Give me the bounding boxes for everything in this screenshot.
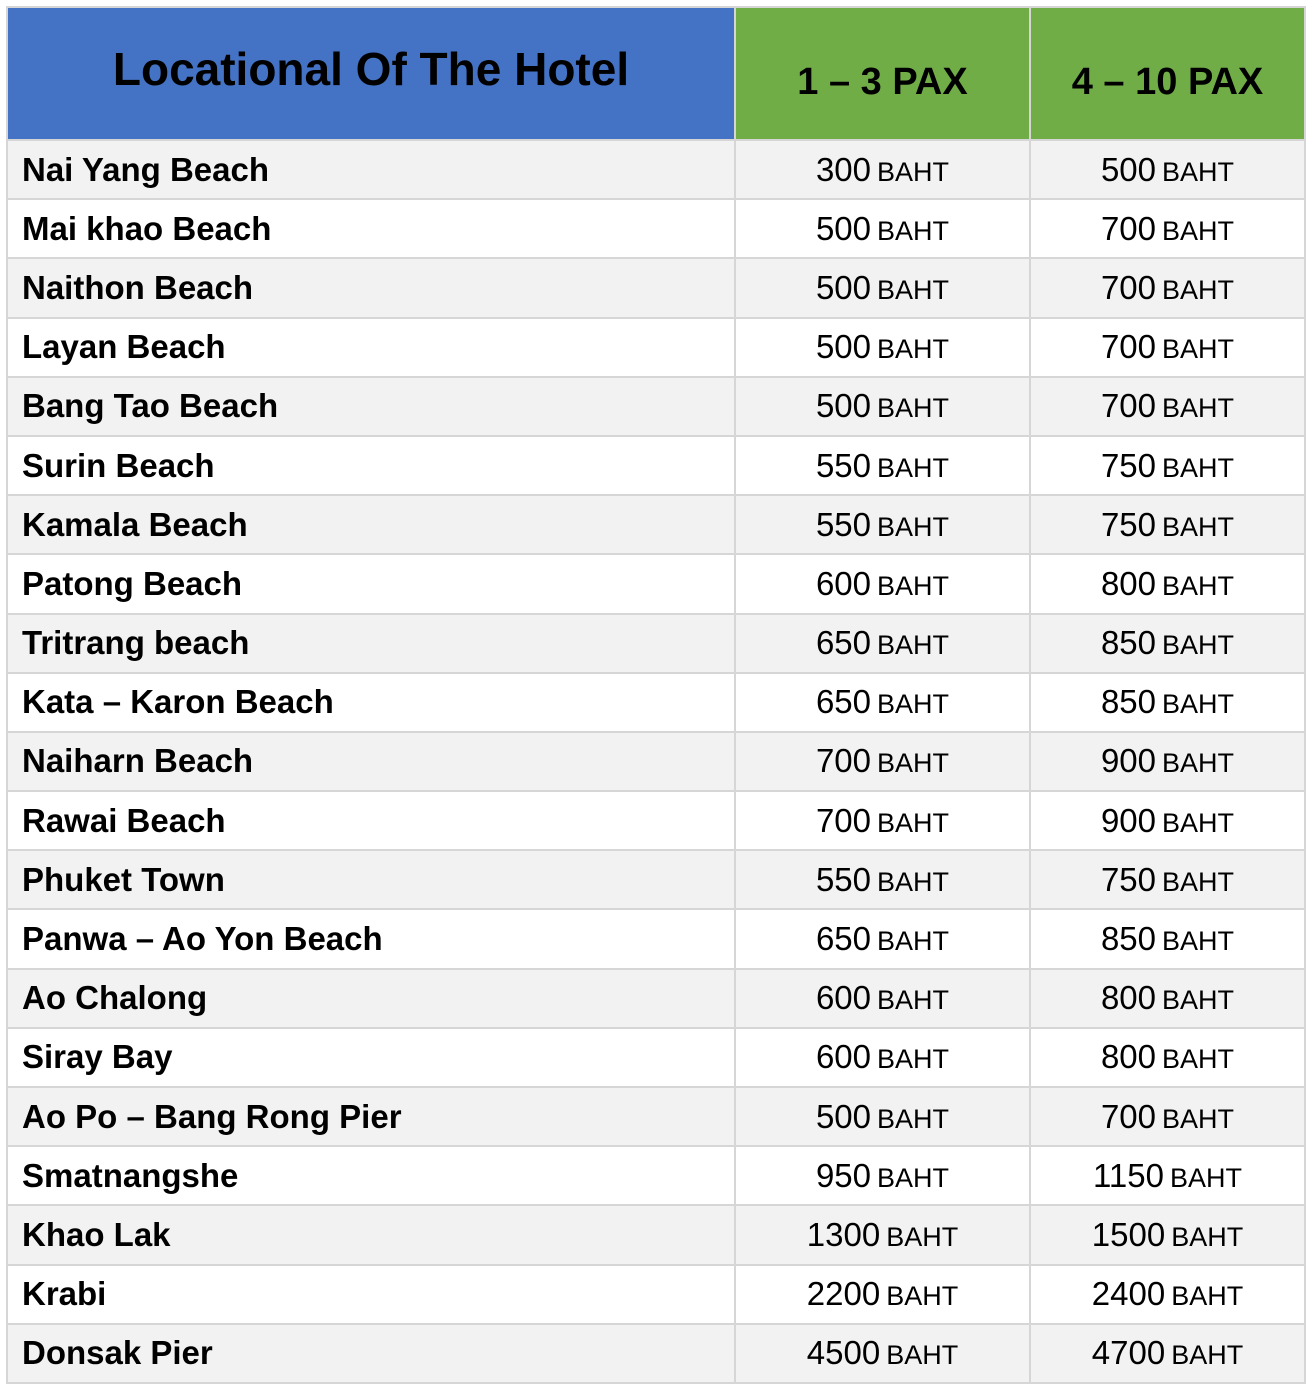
location-cell: Smatnangshe: [7, 1146, 735, 1205]
currency-label: BAHT: [877, 274, 950, 305]
currency-label: BAHT: [1162, 274, 1235, 305]
price-4-10-pax-cell: [1030, 732, 1305, 791]
table-row: [7, 791, 1305, 850]
currency-label: BAHT: [1162, 866, 1235, 897]
price-amount: 650: [815, 683, 872, 721]
location-cell: Krabi: [7, 1265, 735, 1324]
location-cell: Layan Beach: [7, 318, 735, 377]
price-1-3-pax-cell: [735, 1087, 1030, 1146]
currency-label: BAHT: [877, 866, 950, 897]
location-cell: Siray Bay: [7, 1028, 735, 1087]
currency-label: BAHT: [877, 985, 950, 1016]
table-row: [7, 1146, 1305, 1205]
table-row: [7, 969, 1305, 1028]
price-amount: 300: [815, 150, 872, 188]
price-4-10-pax-cell: [1030, 1146, 1305, 1205]
currency-label: BAHT: [877, 452, 950, 483]
currency-label: BAHT: [877, 926, 950, 957]
price-amount: 550: [815, 505, 872, 543]
currency-label: BAHT: [1162, 393, 1235, 424]
price-1-3-pax-cell: [735, 1265, 1030, 1324]
price-1-3-pax-cell: [735, 436, 1030, 495]
location-cell: Naithon Beach: [7, 258, 735, 317]
table-row: [7, 554, 1305, 613]
price-4-10-pax-cell: [1030, 436, 1305, 495]
price-1-3-pax-cell: [735, 850, 1030, 909]
header-row: [7, 7, 1305, 140]
table-row: [7, 199, 1305, 258]
location-cell: Kamala Beach: [7, 495, 735, 554]
price-1-3-pax-cell: [735, 1146, 1030, 1205]
table-row: [7, 318, 1305, 377]
price-amount: 800: [1100, 1038, 1157, 1076]
currency-label: BAHT: [1171, 1221, 1244, 1252]
price-4-10-pax-cell: [1030, 850, 1305, 909]
price-1-3-pax-cell: [735, 791, 1030, 850]
currency-label: BAHT: [877, 215, 950, 246]
currency-label: BAHT: [1162, 570, 1235, 601]
currency-label: BAHT: [886, 1221, 959, 1252]
price-amount: 700: [1100, 209, 1157, 247]
price-1-3-pax-cell: [735, 377, 1030, 436]
price-amount: 700: [815, 742, 872, 780]
currency-label: BAHT: [1162, 1103, 1235, 1134]
price-table: [6, 6, 1306, 1384]
price-amount: 4700: [1091, 1334, 1166, 1372]
price-amount: 700: [1100, 268, 1157, 306]
location-cell: Bang Tao Beach: [7, 377, 735, 436]
table-row: [7, 673, 1305, 732]
price-4-10-pax-cell: [1030, 199, 1305, 258]
price-4-10-pax-cell: [1030, 673, 1305, 732]
pax-4-10-column-header: 4 – 10 PAX: [1030, 7, 1305, 140]
table-row: [7, 614, 1305, 673]
currency-label: BAHT: [1162, 156, 1235, 187]
currency-label: BAHT: [877, 748, 950, 779]
price-4-10-pax-cell: [1030, 318, 1305, 377]
price-1-3-pax-cell: [735, 318, 1030, 377]
location-cell: Surin Beach: [7, 436, 735, 495]
table-row: [7, 1324, 1305, 1383]
price-4-10-pax-cell: [1030, 1028, 1305, 1087]
currency-label: BAHT: [877, 511, 950, 542]
location-cell: Panwa – Ao Yon Beach: [7, 909, 735, 968]
price-amount: 500: [815, 268, 872, 306]
currency-label: BAHT: [877, 393, 950, 424]
price-amount: 1300: [806, 1215, 881, 1253]
price-amount: 650: [815, 624, 872, 662]
currency-label: BAHT: [1162, 334, 1235, 365]
pax-1-3-column-header: 1 – 3 PAX: [735, 7, 1030, 140]
location-cell: Donsak Pier: [7, 1324, 735, 1383]
currency-label: BAHT: [877, 1162, 950, 1193]
price-amount: 850: [1100, 683, 1157, 721]
currency-label: BAHT: [1162, 511, 1235, 542]
price-amount: 850: [1100, 624, 1157, 662]
location-cell: Nai Yang Beach: [7, 140, 735, 199]
location-cell: Phuket Town: [7, 850, 735, 909]
price-4-10-pax-cell: [1030, 969, 1305, 1028]
currency-label: BAHT: [877, 156, 950, 187]
price-4-10-pax-cell: [1030, 614, 1305, 673]
price-1-3-pax-cell: [735, 554, 1030, 613]
price-amount: 950: [815, 1156, 872, 1194]
price-amount: 600: [815, 979, 872, 1017]
price-amount: 600: [815, 564, 872, 602]
price-4-10-pax-cell: [1030, 554, 1305, 613]
currency-label: BAHT: [877, 334, 950, 365]
currency-label: BAHT: [1162, 689, 1235, 720]
location-cell: Ao Po – Bang Rong Pier: [7, 1087, 735, 1146]
currency-label: BAHT: [1171, 1340, 1244, 1371]
price-amount: 600: [815, 1038, 872, 1076]
currency-label: BAHT: [877, 1044, 950, 1075]
price-1-3-pax-cell: [735, 258, 1030, 317]
currency-label: BAHT: [877, 630, 950, 661]
price-4-10-pax-cell: [1030, 1087, 1305, 1146]
table-row: [7, 850, 1305, 909]
location-cell: Patong Beach: [7, 554, 735, 613]
price-4-10-pax-cell: [1030, 791, 1305, 850]
table-row: [7, 1205, 1305, 1264]
price-amount: 800: [1100, 979, 1157, 1017]
price-amount: 500: [815, 387, 872, 425]
table-row: [7, 1087, 1305, 1146]
price-amount: 500: [815, 328, 872, 366]
currency-label: BAHT: [877, 807, 950, 838]
table-row: [7, 909, 1305, 968]
price-4-10-pax-cell: [1030, 909, 1305, 968]
currency-label: BAHT: [886, 1340, 959, 1371]
price-1-3-pax-cell: [735, 1205, 1030, 1264]
price-amount: 1150: [1093, 1156, 1164, 1194]
currency-label: BAHT: [1162, 1044, 1235, 1075]
price-amount: 550: [815, 446, 872, 484]
price-rows: [7, 140, 1305, 1383]
price-amount: 2400: [1091, 1275, 1166, 1313]
price-amount: 800: [1100, 564, 1157, 602]
price-amount: 500: [815, 1097, 872, 1135]
price-4-10-pax-cell: [1030, 258, 1305, 317]
location-cell: Mai khao Beach: [7, 199, 735, 258]
price-amount: 650: [815, 920, 872, 958]
currency-label: BAHT: [1169, 1162, 1242, 1193]
price-amount: 700: [815, 801, 872, 839]
location-cell: Khao Lak: [7, 1205, 735, 1264]
location-cell: Kata – Karon Beach: [7, 673, 735, 732]
table-row: [7, 495, 1305, 554]
price-amount: 700: [1100, 387, 1157, 425]
price-amount: 1500: [1091, 1215, 1166, 1253]
price-1-3-pax-cell: [735, 673, 1030, 732]
location-column-header: Locational Of The Hotel: [7, 7, 735, 140]
table-row: [7, 1028, 1305, 1087]
price-amount: 500: [1100, 150, 1157, 188]
location-cell: Rawai Beach: [7, 791, 735, 850]
price-1-3-pax-cell: [735, 909, 1030, 968]
price-1-3-pax-cell: [735, 969, 1030, 1028]
price-amount: 850: [1100, 920, 1157, 958]
price-4-10-pax-cell: [1030, 140, 1305, 199]
currency-label: BAHT: [886, 1281, 959, 1312]
table-row: [7, 732, 1305, 791]
location-cell: Tritrang beach: [7, 614, 735, 673]
table-row: [7, 140, 1305, 199]
price-amount: 900: [1100, 801, 1157, 839]
price-amount: 500: [815, 209, 872, 247]
price-1-3-pax-cell: [735, 732, 1030, 791]
price-1-3-pax-cell: [735, 1028, 1030, 1087]
table-row: [7, 436, 1305, 495]
price-amount: 750: [1100, 446, 1157, 484]
table-row: [7, 377, 1305, 436]
currency-label: BAHT: [1162, 748, 1235, 779]
price-1-3-pax-cell: [735, 140, 1030, 199]
price-1-3-pax-cell: [735, 495, 1030, 554]
currency-label: BAHT: [877, 689, 950, 720]
price-amount: 900: [1100, 742, 1157, 780]
currency-label: BAHT: [877, 1103, 950, 1134]
currency-label: BAHT: [1162, 807, 1235, 838]
price-amount: 750: [1100, 860, 1157, 898]
price-amount: 700: [1100, 1097, 1157, 1135]
table-row: [7, 258, 1305, 317]
table-row: [7, 1265, 1305, 1324]
price-4-10-pax-cell: [1030, 377, 1305, 436]
currency-label: BAHT: [877, 570, 950, 601]
price-4-10-pax-cell: [1030, 495, 1305, 554]
price-4-10-pax-cell: [1030, 1205, 1305, 1264]
location-cell: Naiharn Beach: [7, 732, 735, 791]
price-amount: 700: [1100, 328, 1157, 366]
currency-label: BAHT: [1162, 452, 1235, 483]
currency-label: BAHT: [1162, 630, 1235, 661]
price-4-10-pax-cell: [1030, 1265, 1305, 1324]
currency-label: BAHT: [1162, 215, 1235, 246]
price-1-3-pax-cell: [735, 1324, 1030, 1383]
location-cell: Ao Chalong: [7, 969, 735, 1028]
price-amount: 550: [815, 860, 872, 898]
currency-label: BAHT: [1171, 1281, 1244, 1312]
price-amount: 750: [1100, 505, 1157, 543]
price-amount: 4500: [806, 1334, 881, 1372]
currency-label: BAHT: [1162, 926, 1235, 957]
currency-label: BAHT: [1162, 985, 1235, 1016]
price-1-3-pax-cell: [735, 199, 1030, 258]
price-amount: 2200: [806, 1275, 881, 1313]
price-1-3-pax-cell: [735, 614, 1030, 673]
price-4-10-pax-cell: [1030, 1324, 1305, 1383]
